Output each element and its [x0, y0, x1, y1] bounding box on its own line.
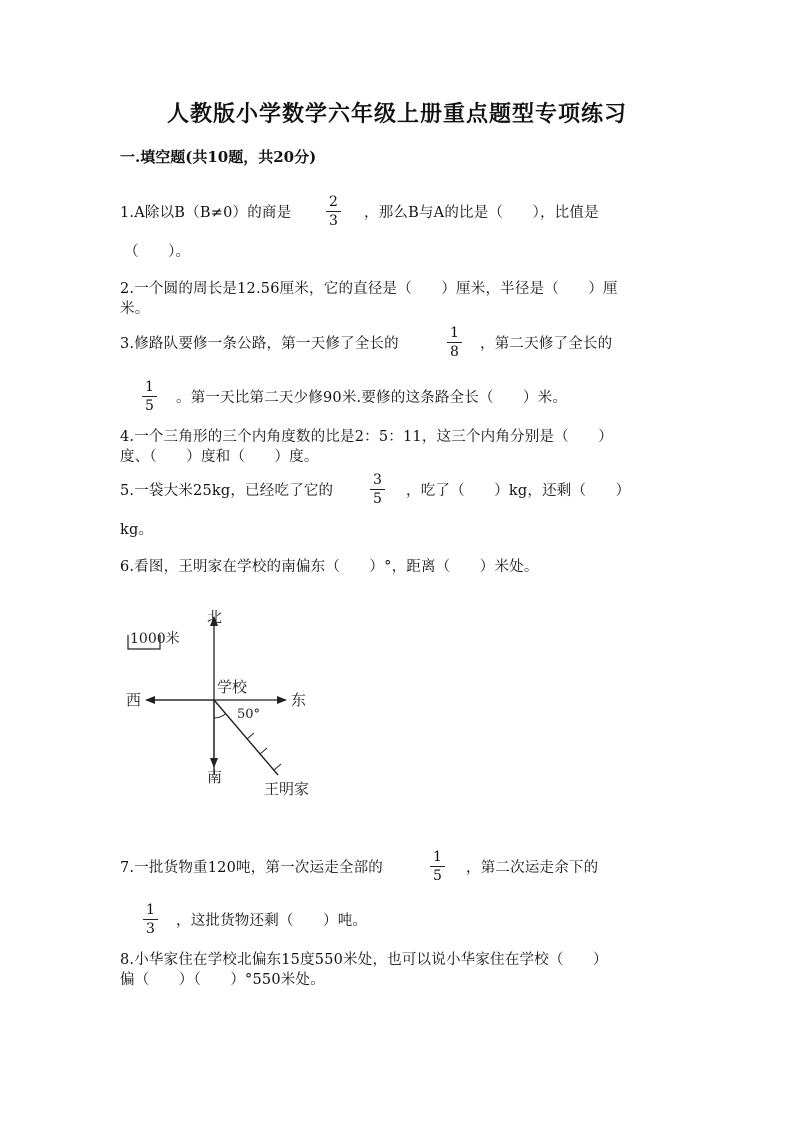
q1-fraction-denominator: 3 — [329, 213, 338, 229]
q2-text-line1: 2.一个圆的周长是12.56厘米，它的直径是（ ）厘米，半径是（ ）厘 — [120, 281, 618, 297]
north-label: 北 — [207, 608, 223, 626]
q7-fraction-2 — [143, 903, 158, 936]
q3-fraction-2 — [142, 380, 157, 413]
q7-fraction-2-denominator: 3 — [146, 921, 155, 937]
q5-fraction-denominator: 5 — [373, 491, 382, 507]
q7-fraction-2-numerator: 1 — [146, 902, 155, 918]
q5-text-after: ，吃了（ ）kg，还剩（ ） — [406, 483, 631, 499]
school-label: 学校 — [217, 678, 248, 696]
q3-text-before: 3.修路队要修一条公路，第一天修了全长的 — [120, 336, 399, 352]
q4-text-line1: 4.一个三角形的三个内角度数的比是2：5：11，这三个内角分别是（ ） — [120, 429, 613, 445]
q3-fraction-1-numerator: 1 — [450, 325, 459, 341]
q4-text-line2: 度、（ ）度和（ ）度。 — [120, 449, 319, 465]
page-title: 人教版小学数学六年级上册重点题型专项练习 — [166, 101, 627, 127]
q1-text-line2: （ ）。 — [124, 244, 191, 260]
route-tick — [247, 733, 254, 739]
q1-fraction — [326, 195, 341, 228]
q3-fraction-2-denominator: 5 — [145, 398, 154, 414]
q3-fraction-1 — [447, 326, 462, 359]
direction-diagram — [110, 605, 340, 805]
q1-fraction-numerator: 2 — [329, 194, 338, 210]
section-heading: 一.填空题(共10题，共20分) — [120, 148, 317, 166]
q8-text-line1: 8.小华家住在学校北偏东15度550米处，也可以说小华家住在学校（ ） — [120, 952, 608, 968]
q3-text-after: ，第二天修了全长的 — [480, 336, 613, 352]
q7-fraction-1-denominator: 5 — [433, 868, 442, 884]
q5-text-before: 5.一袋大米25kg，已经吃了它的 — [120, 483, 334, 499]
q8-text-line2: 偏（ ）（ ）°550米处。 — [120, 972, 325, 988]
angle-arc — [214, 714, 226, 718]
q5-text-line2: kg。 — [120, 522, 154, 538]
q1-text-after: ，那么B与A的比是（ ），比值是 — [364, 205, 599, 221]
scale-label: 1000米 — [130, 631, 180, 647]
angle-label: 50° — [237, 707, 261, 722]
west-label: 西 — [126, 691, 142, 709]
home-label: 王明家 — [264, 780, 310, 798]
q7-text-before: 7.一批货物重120吨，第一次运走全部的 — [120, 860, 384, 876]
q7-text-line2: ，这批货物还剩（ ）吨。 — [176, 913, 368, 929]
q3-text-line2: 。第一天比第二天少修90米.要修的这条路全长（ ）米。 — [176, 390, 568, 406]
q3-fraction-2-numerator: 1 — [145, 379, 154, 395]
q7-text-after: ，第二次运走余下的 — [466, 860, 599, 876]
q7-fraction-1-numerator: 1 — [433, 849, 442, 865]
route-tick — [260, 748, 267, 754]
q6-text-line1: 6.看图，王明家在学校的南偏东（ ）°，距离（ ）米处。 — [120, 559, 539, 575]
east-label: 东 — [291, 691, 307, 709]
q3-fraction-1-denominator: 8 — [450, 344, 459, 360]
route-tick — [274, 764, 281, 770]
q1-text-before: 1.A除以B（B≠0）的商是 — [120, 205, 292, 221]
q7-fraction-1 — [430, 850, 445, 883]
south-label: 南 — [207, 768, 223, 786]
q5-fraction-numerator: 3 — [373, 472, 382, 488]
q2-text-line2: 米。 — [120, 301, 150, 317]
q5-fraction — [370, 473, 385, 506]
